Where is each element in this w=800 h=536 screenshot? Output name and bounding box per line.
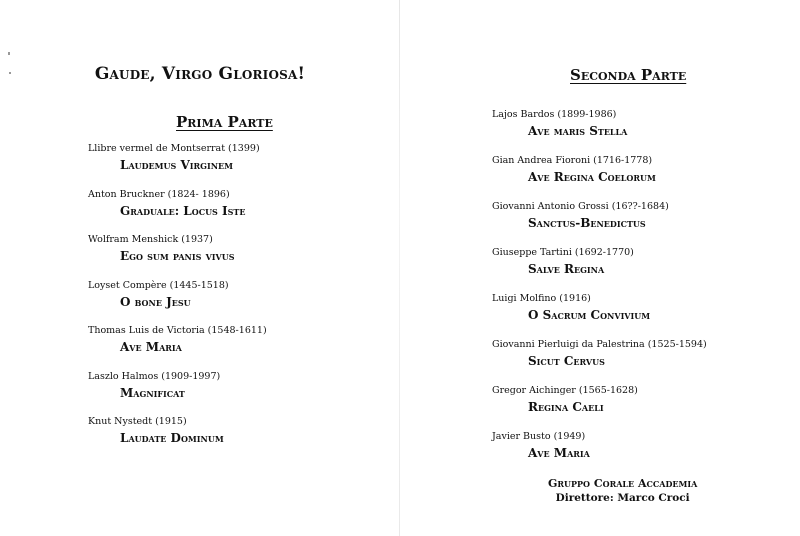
programme-list-seconda [492, 109, 707, 477]
director-credit: Direttore: Marco Croci [555, 492, 690, 504]
list-item [88, 143, 267, 189]
work-title: Ego sum panis vivus [120, 249, 235, 263]
list-item [492, 431, 707, 477]
composer-name: Thomas Luis de Victoria (1548-1611) [88, 325, 267, 336]
performer-credits [548, 476, 697, 506]
scan-speck [8, 52, 10, 55]
composer-name: Gian Andrea Fioroni (1716-1778) [492, 155, 653, 166]
composer-name: Giovanni Pierluigi da Palestrina (1525-1594) [492, 339, 707, 350]
composer-name: Loyset Compère (1445-1518) [88, 279, 229, 291]
work-title: Laudemus Virginem [120, 158, 233, 172]
composer-name: Lajos Bardos (1899-1986) [492, 109, 617, 120]
work-title: Magnificat [120, 385, 185, 400]
composer-name: Giuseppe Tartini (1692-1770) [492, 247, 634, 258]
concert-title: Gaude, Virgo Gloriosa! [94, 64, 306, 84]
part-title-prima: Prima Parte [176, 113, 273, 131]
list-item [492, 293, 707, 339]
part-title-seconda: Seconda Parte [570, 66, 687, 84]
work-title: Laudate Dominum [120, 431, 224, 445]
list-item [492, 155, 707, 201]
composer-name: Luigi Molfino (1916) [492, 293, 591, 304]
programme-list-prima [88, 143, 267, 462]
work-title: Ave Maria [528, 446, 590, 460]
list-item [88, 280, 267, 326]
work-title: Ave maris Stella [528, 124, 628, 138]
work-title: O bone Jesu [120, 294, 191, 309]
composer-name: Javier Busto (1949) [492, 431, 586, 442]
work-title: Ave Regina Coelorum [528, 170, 656, 184]
composer-name: Knut Nystedt (1915) [88, 416, 187, 427]
work-title: Salve Regina [528, 262, 605, 276]
work-title: Sicut Cervus [528, 354, 605, 368]
work-title: O Sacrum Convivium [528, 308, 651, 322]
composer-name: Wolfram Menshick (1937) [88, 234, 213, 245]
list-item [88, 189, 267, 235]
list-item [492, 339, 707, 385]
list-item [492, 385, 707, 431]
list-item [88, 371, 267, 417]
list-item [88, 416, 267, 462]
composer-name: Laszlo Halmos (1909-1997) [88, 370, 221, 382]
work-title: Regina Caeli [528, 400, 604, 414]
work-title: Ave Maria [120, 340, 182, 354]
right-page [400, 0, 800, 536]
composer-name: Anton Bruckner (1824- 1896) [88, 188, 230, 200]
list-item [492, 109, 707, 155]
composer-name: Gregor Aichinger (1565-1628) [492, 385, 638, 396]
composer-name: Llibre vermel de Montserrat (1399) [88, 143, 260, 154]
work-title: Sanctus-Benedictus [528, 216, 646, 230]
work-title: Graduale: Locus Iste [120, 203, 246, 218]
list-item [492, 201, 707, 247]
choir-name: Gruppo Corale Accademia [548, 477, 698, 490]
list-item [88, 325, 267, 371]
list-item [492, 247, 707, 293]
list-item [88, 234, 267, 280]
composer-name: Giovanni Antonio Grossi (16??-1684) [492, 201, 669, 212]
